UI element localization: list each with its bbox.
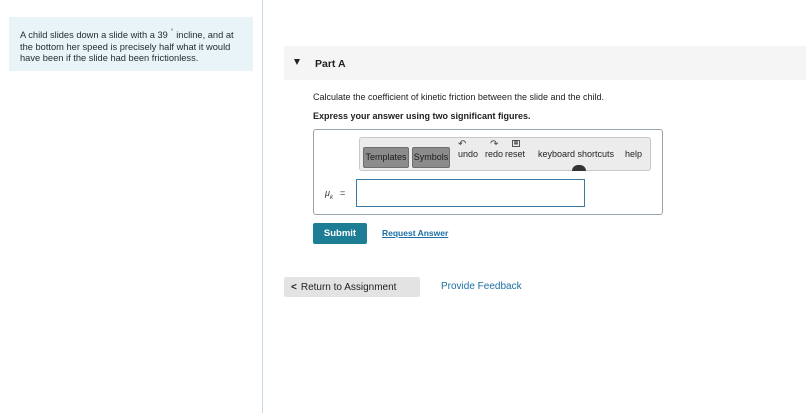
keyboard-shortcuts-button[interactable]: keyboard shortcuts xyxy=(538,149,615,159)
request-answer-link[interactable]: Request Answer xyxy=(382,228,449,238)
variable-symbol: μ xyxy=(325,188,330,198)
caret-down-icon[interactable] xyxy=(294,59,300,65)
undo-icon[interactable]: ↶ xyxy=(458,139,467,150)
answer-input[interactable] xyxy=(356,179,585,207)
reset-icon[interactable]: ▦ xyxy=(513,140,519,146)
problem-text-before: A child slides down a slide with a 39 xyxy=(20,30,168,40)
templates-button[interactable]: Templates xyxy=(363,147,409,168)
variable-subscript: k xyxy=(329,194,333,201)
question-text: Calculate the coefficient of kinetic friction between the slide and the child. xyxy=(313,92,605,102)
redo-button[interactable]: redo xyxy=(485,149,504,159)
instruction-text: Express your answer using two significant figures. xyxy=(313,111,531,121)
submit-button[interactable]: Submit xyxy=(313,223,367,244)
provide-feedback-link[interactable]: Provide Feedback xyxy=(441,281,522,292)
return-to-assignment-button[interactable] xyxy=(284,277,420,297)
problem-statement xyxy=(9,17,253,71)
tooltip-arc-icon xyxy=(572,165,586,171)
reset-button[interactable]: reset xyxy=(505,149,526,159)
help-button[interactable]: help xyxy=(625,149,643,159)
variable-label xyxy=(325,188,333,201)
part-title: Part A xyxy=(315,58,346,70)
math-toolbar xyxy=(359,137,651,171)
problem-text-after: incline, and at the bottom her speed is precisely half what it would have been if the slide had been frictionless. xyxy=(20,30,234,63)
symbols-button[interactable]: Symbols xyxy=(412,147,450,168)
problem-sidebar xyxy=(0,0,263,413)
equals-sign: = xyxy=(340,188,346,198)
part-a-header[interactable] xyxy=(284,46,806,80)
undo-button[interactable]: undo xyxy=(458,149,479,159)
chevron-left-icon: < xyxy=(291,281,297,293)
answer-panel xyxy=(313,129,663,215)
return-label: Return to Assignment xyxy=(300,281,397,293)
degree-symbol: ° xyxy=(170,29,174,35)
redo-icon[interactable]: ↷ xyxy=(490,139,499,150)
